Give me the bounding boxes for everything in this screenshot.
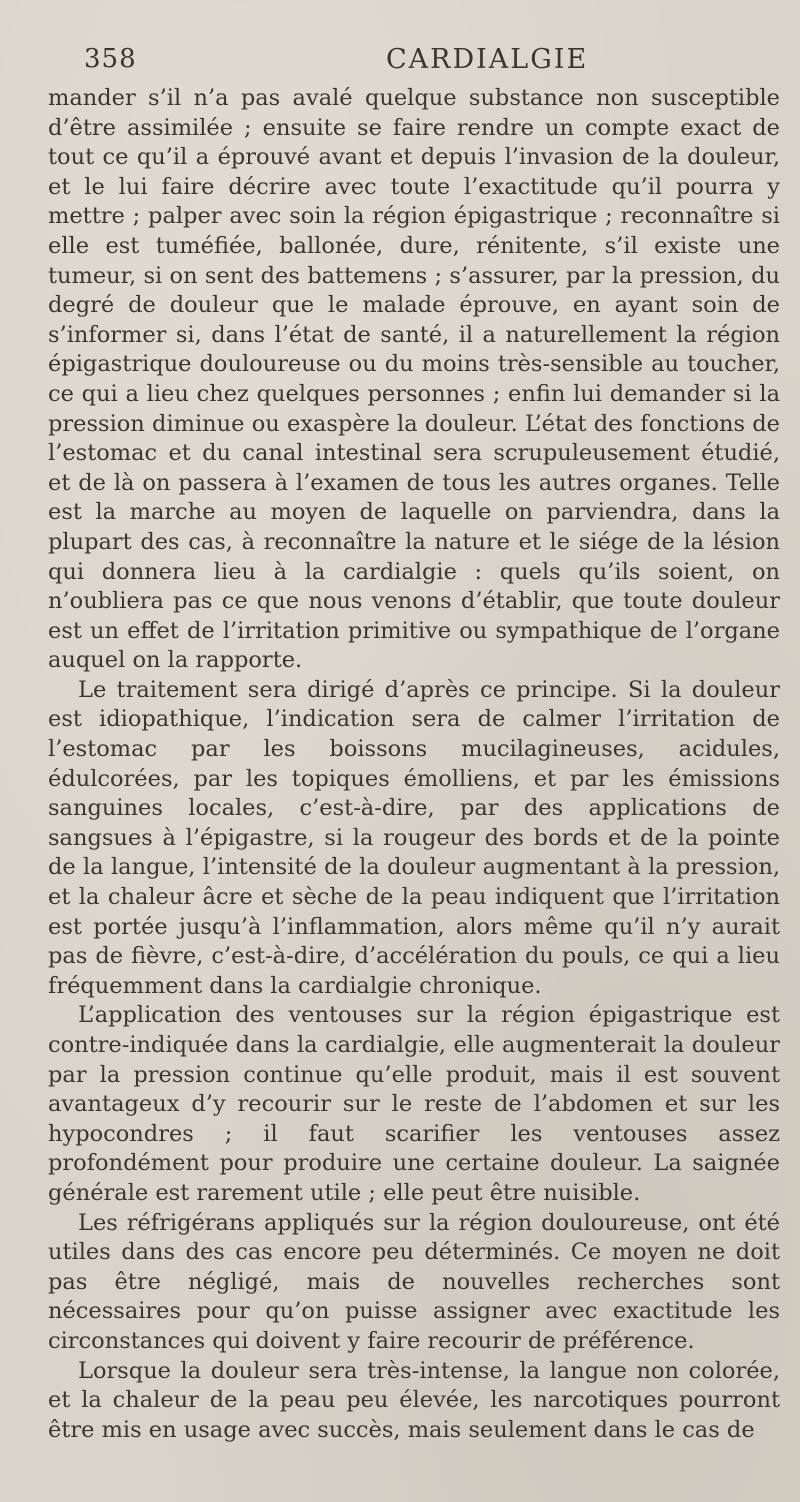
page-header <box>48 44 780 82</box>
paragraph-ventouses: L’application des ventouses sur la région épigastrique est contre-indiquée dans la cardialgie, elle augmenterait la douleur par la pression continue qu’elle produit, mais il est souvent avantageux d’y recourir sur le reste de l’abdomen et sur les hypocondres ; il faut scarifier les ventouses assez profondément pour produire une certaine douleur. La saignée générale est rarement utile ; elle peut être nuisible. <box>48 1002 780 1206</box>
body-text <box>48 84 780 1445</box>
paragraph-treatment: Le traitement sera dirigé d’après ce principe. Si la douleur est idiopathique, l’indication sera de calmer l’irritation de l’estomac par les boissons mucilagineuses, acidules, édulcorées, par les topiques émolliens, et par les émissions sanguines locales, c’est-à-dire, par des applications de sangsues à l’épigastre, si la rougeur des bords et de la pointe de la langue, l’intensité de la douleur augmentant à la pression, et la chaleur âcre et sèche de la peau indiquent que l’irritation est portée jusqu’à l’inflammation, alors même qu’il n’y aurait pas de fièvre, c’est-à-dire, d’accélération du pouls, ce qui a lieu fréquemment dans la cardialgie chronique. <box>48 676 780 999</box>
paragraph-narcotiques: Lorsque la douleur sera très-intense, la langue non colorée, et la chaleur de la peau peu élevée, les narcotiques pourront être mis en usage avec succès, mais seulement dans le cas de <box>48 1357 780 1443</box>
paragraph-refrigerans: Les réfrigérans appliqués sur la région douloureuse, ont été utiles dans des cas encore peu déterminés. Ce moyen ne doit pas être négligé, mais de nouvelles recherches sont nécessaires pour qu’on puisse assigner avec exactitude les circonstances qui doivent y faire recourir de préférence. <box>48 1209 780 1354</box>
running-head: CARDIALGIE <box>386 44 589 75</box>
paragraph-continued: mander s’il n’a pas avalé quelque substance non susceptible d’être assimilée ; ensuite se faire rendre un compte exact de tout ce qu’il a éprouvé avant et depuis l’invasion de la douleur, et le lui faire décrire avec toute l’exactitude qu’il pourra y mettre ; palper avec soin la région épigastrique ; reconnaître si elle est tuméfiée, ballonée, dure, rénitente, s’il existe une tumeur, si on sent des battemens ; s’assurer, par la pression, du degré de douleur que le malade éprouve, en ayant soin de s’informer si, dans l’état de santé, il a naturellement la région épigastrique douloureuse ou du moins très-sensible au toucher, ce qui a lieu chez quelques personnes ; enfin lui demander si la pression diminue ou exaspère la douleur. L’état des fonctions de l’estomac et du canal intestinal sera scrupuleusement étudié, et de là on passera à l’examen de tous les autres organes. Telle est la marche au moyen de laquelle on parviendra, dans la plupart des cas, à reconnaître la nature et le siége de la lésion qui donnera lieu à la cardialgie : quels qu’ils soient, on n’oubliera pas ce que nous venons d’établir, que toute douleur est un effet de l’irritation primitive ou sympathique de l’organe auquel on la rapporte. <box>48 85 780 674</box>
page-number: 358 <box>84 44 137 74</box>
